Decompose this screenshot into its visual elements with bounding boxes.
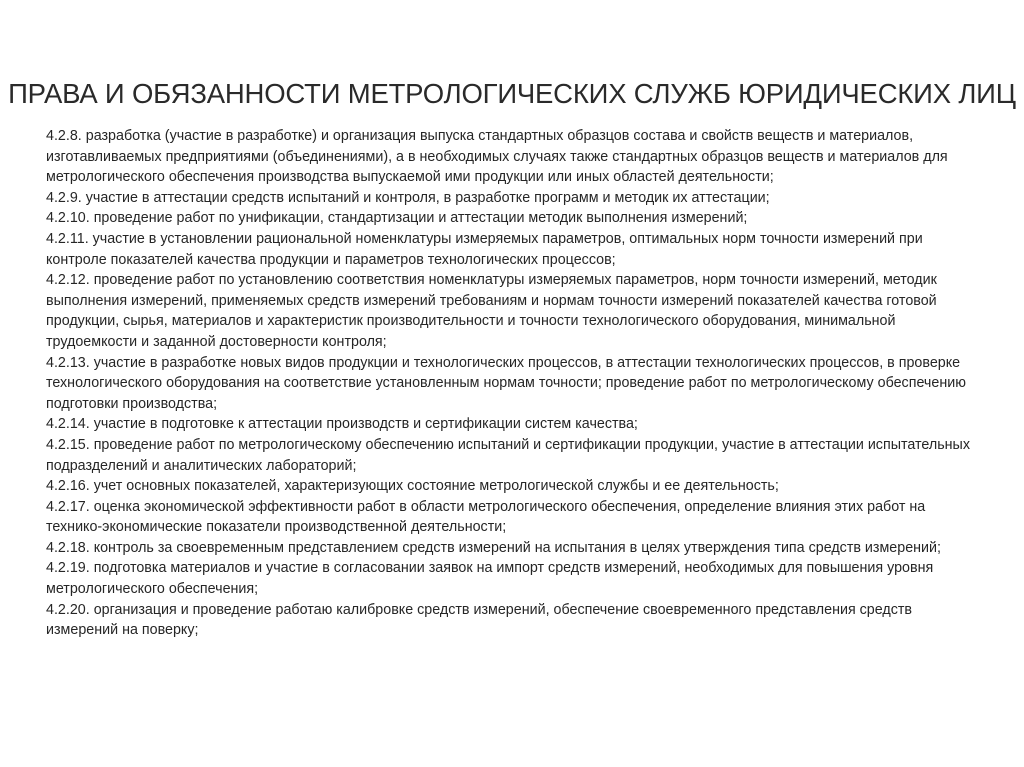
clause-list [46, 126, 984, 641]
slide-title: ПРАВА И ОБЯЗАННОСТИ МЕТРОЛОГИЧЕСКИХ СЛУЖБ ЮРИДИЧЕСКИХ ЛИЦ [8, 78, 1016, 109]
clause-4-2-19: 4.2.19. подготовка материалов и участие в согласовании заявок на импорт средств измерений, необходимых для повышения уровня метрологического обеспечения; [46, 560, 934, 598]
clause-4-2-12: 4.2.12. проведение работ по установлению соответствия номенклатуры измеряемых параметров, норм точности измерений, методик выполнения измерений, применяемых средств измерений требованиям и нормам точности измерений показателей качества готовой продукции, сырья, материалов и характеристик производительности и точности технологического оборудования, минимальной трудоемкости и заданной достоверности контроля; [46, 272, 937, 350]
clause-4-2-8: 4.2.8. разработка (участие в разработке) и организация выпуска стандартных образцов состава и свойств веществ и материалов, изготавливаемых предприятиями (объединениями), а в необходимых случаях также стандартных образцов веществ и материалов для метрологического обеспечения производства выпускаемой ими продукции или иных областей деятельности; [46, 128, 948, 186]
clause-4-2-13: 4.2.13. участие в разработке новых видов продукции и технологических процессов, в аттестации технологических процессов, в проверке технологического оборудования на соответствие установленным нормам точности; проведение работ по метрологическому обеспечению подготовки производства; [46, 354, 966, 412]
clause-4-2-15: 4.2.15. проведение работ по метрологическому обеспечению испытаний и сертификации продукции, участие в аттестации испытательных подразделений и аналитических лабораторий; [46, 436, 970, 474]
clause-4-2-16: 4.2.16. учет основных показателей, характеризующих состояние метрологической службы и ее деятельность; [46, 478, 779, 495]
clause-4-2-20: 4.2.20. организация и проведение работаю калибровке средств измерений, обеспечение своевременного представления средств измерений на поверку; [46, 601, 913, 639]
clause-4-2-10: 4.2.10. проведение работ по унификации, стандартизации и аттестации методик выполнения измерений; [46, 210, 748, 227]
clause-4-2-9: 4.2.9. участие в аттестации средств испытаний и контроля, в разработке программ и методик их аттестации; [46, 189, 770, 206]
clause-4-2-14: 4.2.14. участие в подготовке к аттестации производств и сертификации систем качества; [46, 416, 638, 433]
clause-4-2-17: 4.2.17. оценка экономической эффективности работ в области метрологического обеспечения, определение влияния этих работ на технико-экономические показатели производственной деятельности; [46, 498, 926, 536]
clause-4-2-11: 4.2.11. участие в установлении рациональной номенклатуры измеряемых параметров, оптимальных норм точности измерений при контроле показателей качества продукции и параметров технологических процессов; [46, 230, 923, 268]
clause-4-2-18: 4.2.18. контроль за своевременным представлением средств измерений на испытания в целях утверждения типа средств измерений; [46, 539, 941, 556]
